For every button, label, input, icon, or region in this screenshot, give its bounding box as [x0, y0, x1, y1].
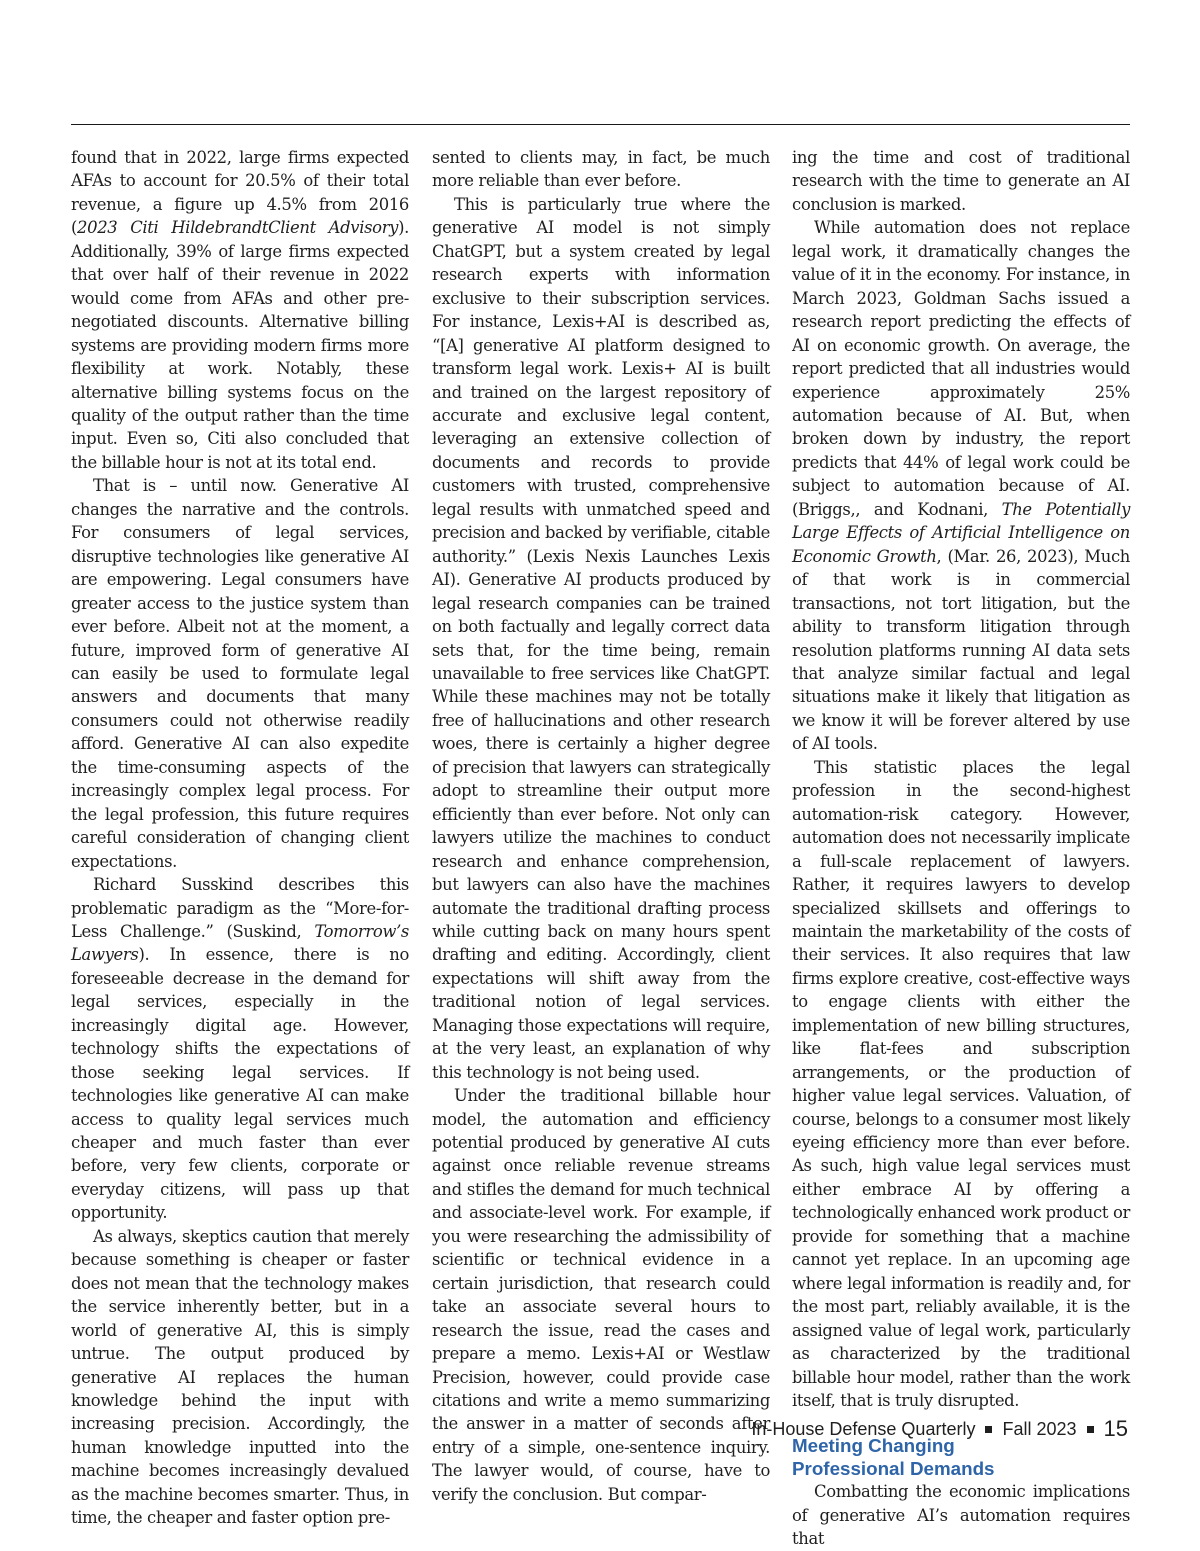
article-column-3	[792, 146, 1130, 1551]
page-number: 15	[1103, 1416, 1128, 1441]
paragraph: While automation does not replace legal work, it dramatically changes the value of it in the economy. For instance, in March 2023, Goldman Sachs issued a research report predicting the effects of AI on economic growth. On average, the report predicted that all industries would experience approximately 25% automation because of AI. But, when broken down by industry, the report predicts that 44% of legal work could be subject to automation because of AI. (Briggs,, and Kodnani, The Potentially Large Effects of Artificial Intelligence on Economic Growth, (Mar. 26, 2023), Much of that work is in commercial transactions, not tort litigation, but the ability to transform litigation through resolution platforms running AI data sets that analyze similar factual and legal situations make it likely that litigation as we know it will be forever altered by use of AI tools.	[792, 218, 1130, 754]
section-heading-line: Meeting Changing	[792, 1435, 955, 1457]
paragraph: Combatting the economic implications of generative AI’s automation requires that	[792, 1482, 1130, 1549]
citation: 2023 Citi HildebrandtClient Advisory	[77, 218, 399, 238]
paragraph: Richard Susskind describes this problematic paradigm as the “More-for-Less Challenge.” (Suskind, Tomorrow’s Lawyers). In essence, there is no foreseeable decrease in the demand for legal services, especially in the increasingly digital age. However, technology shifts the expectations of those seeking legal services. If technologies like generative AI can make access to quality legal services much cheaper and much faster than ever before, very few clients, corporate or everyday citizens, will pass up that opportunity.	[71, 875, 409, 1223]
paragraph: found that in 2022, large firms expected AFAs to account for 20.5% of their total revenue, a figure up 4.5% from 2016 (2023 Citi HildebrandtClient Advisory). Additionally, 39% of large firms expected that over half of their revenue in 2022 would come from AFAs and other pre-negotiated discounts. Alternative billing systems are providing modern firms more flexibility at work. Notably, these alternative billing systems focus on the quality of the output rather than the time input. Even so, Citi also concluded that the billable hour is not at its total end.	[71, 148, 409, 472]
section-heading	[792, 1435, 1130, 1480]
paragraph: ing the time and cost of traditional research with the time to generate an AI conclusion is marked.	[792, 148, 1130, 214]
paragraph: sented to clients may, in fact, be much more reliable than ever before.	[432, 148, 770, 191]
top-rule	[71, 124, 1130, 125]
issue-label: Fall 2023	[1002, 1418, 1077, 1439]
paragraph: This statistic places the legal profession in the second-highest automation-risk category. However, automation does not necessarily implicate a full-scale replacement of lawyers. Rather, it requires lawyers to develop specialized skillsets and offerings to maintain the marketability of the costs of their services. It also requires that law firms explore creative, cost-effective ways to engage clients with either the implementation of new billing structures, like flat-fees and subscription arrangements, or the production of higher value legal services. Valuation, of course, belongs to a consumer most likely eyeing efficiency more than ever before. As such, high value legal services must either embrace AI by offering a technologically enhanced work product or provide for something that a machine cannot yet replace. In an upcoming age where legal information is readily and, for the most part, reliably available, it is the assigned value of legal work, particularly as characterized by the traditional billable hour model, rather than the work itself, that is truly disrupted.	[792, 757, 1130, 1411]
publication-name: In-House Defense Quarterly	[751, 1418, 976, 1439]
square-bullet-icon	[1087, 1426, 1094, 1433]
paragraph: That is – until now. Generative AI changes the narrative and the controls. For consumers of legal services, disruptive technologies like generative AI are empowering. Legal consumers have greater access to the justice system than ever before. Albeit not at the moment, a future, improved form of generative AI can easily be used to formulate legal answers and documents that many consumers could not otherwise readily afford. Generative AI can also expedite the time-consuming aspects of the increasingly complex legal process. For the legal profession, this future requires careful consideration of changing client expectations.	[71, 476, 409, 871]
citation: The Potentially Large Effects of Artificial Intelligence on Economic Growth	[792, 499, 1130, 566]
paragraph: As always, skeptics caution that merely because something is cheaper or faster does not mean that the technology makes the service inherently better, but in a world of generative AI, this is simply untrue. The output produced by generative AI replaces the human knowledge behind the input with increasing precision. Accordingly, the human knowledge inputted into the machine becomes increasingly devalued as the machine becomes smarter. Thus, in time, the cheaper and faster option pre-	[71, 1226, 409, 1528]
page-footer	[751, 1416, 1128, 1442]
paragraph: Under the traditional billable hour model, the automation and efficiency potential produced by generative AI cuts against once reliable revenue streams and stifles the demand for much technical and associate-level work. For example, if you were researching the admissibility of scientific or technical evidence in a certain jurisdiction, that research could take an associate several hours to research the issue, read the cases and prepare a memo. Lexis+AI or Westlaw Precision, however, could provide case citations and write a memo summarizing the answer in a matter of seconds after entry of a simple, one-sentence inquiry. The lawyer would, of course, have to verify the conclusion. But compar-	[432, 1086, 770, 1504]
article-column-1	[71, 146, 409, 1530]
article-column-2	[432, 146, 770, 1506]
section-heading-line: Professional Demands	[792, 1457, 995, 1479]
citation: Tomorrow’s Lawyers	[71, 921, 409, 965]
square-bullet-icon	[985, 1426, 992, 1433]
paragraph: This is particularly true where the generative AI model is not simply ChatGPT, but a system created by legal research experts with information exclusive to their subscription services. For instance, Lexis+AI is described as, “[A] generative AI platform designed to transform legal work. Lexis+ AI is built and trained on the largest repository of accurate and exclusive legal content, leveraging an extensive collection of documents and records to provide customers with trusted, comprehensive legal results with unmatched speed and precision and backed by verifiable, citable authority.” (Lexis Nexis Launches Lexis AI). Generative AI products produced by legal research companies can be trained on both factually and legally correct data sets that, for the time being, remain unavailable to free services like ChatGPT. While these machines may not be totally free of hallucinations and other research woes, there is certainly a higher degree of precision that lawyers can strategically adopt to streamline their output more efficiently than ever before. Not only can lawyers utilize the machines to conduct research and enhance comprehension, but lawyers can also have the machines automate the traditional drafting process while cutting back on many hours spent drafting and editing. Accordingly, client expectations will shift away from the traditional notion of legal services. Managing those expectations will require, at the very least, an explanation of why this technology is not being used.	[432, 194, 770, 1082]
